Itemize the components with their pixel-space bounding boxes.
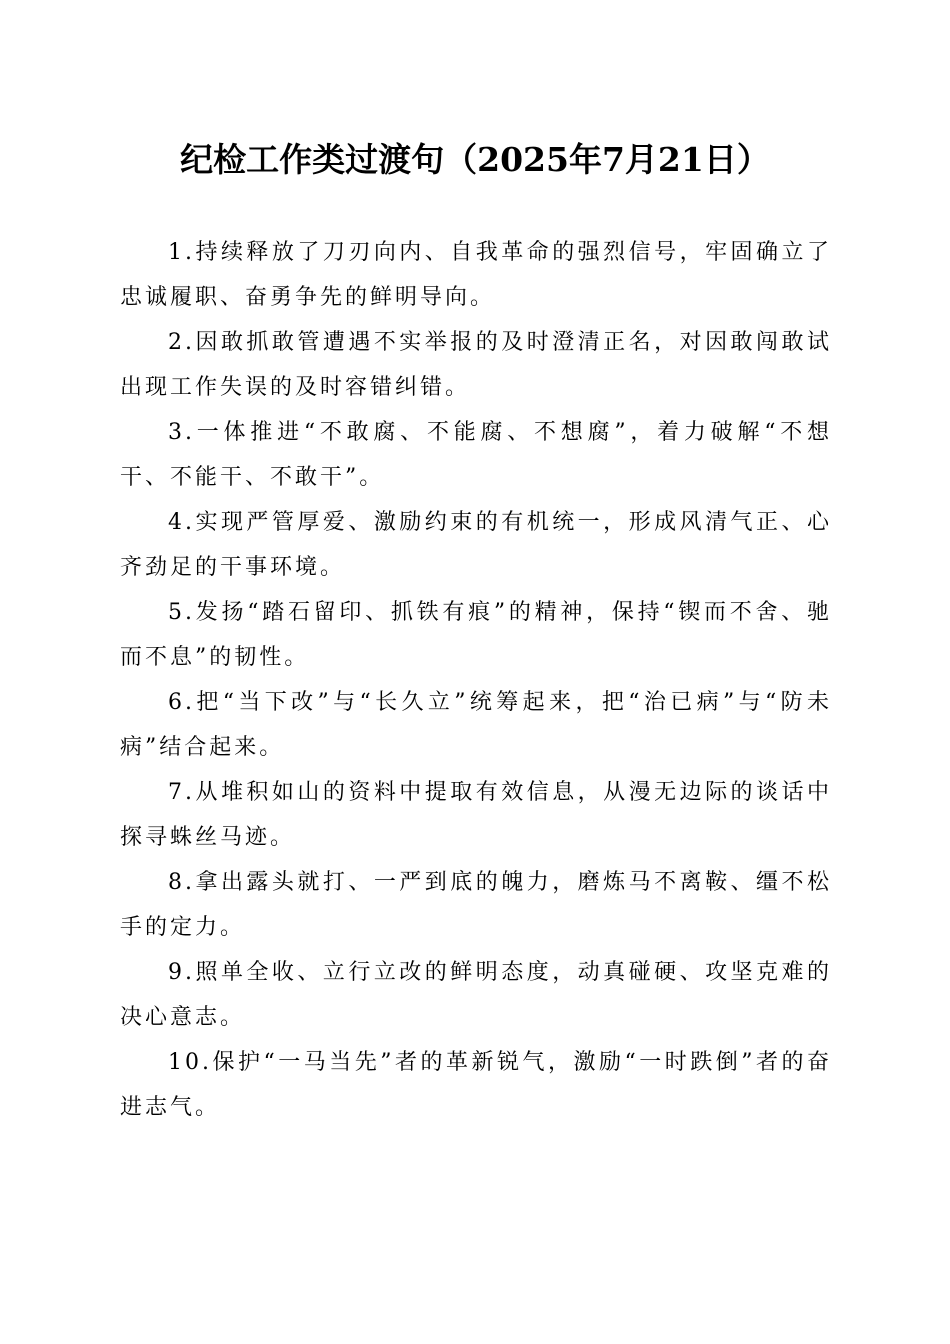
document-title: 纪检工作类过渡句（2025年7月21日）	[180, 140, 770, 179]
list-item: 4.实现严管厚爱、激励约束的有机统一，形成风清气正、心齐劲足的干事环境。	[120, 510, 832, 580]
sentence-list	[120, 230, 832, 1130]
list-item: 10.保护“一马当先”者的革新锐气，激励“一时跌倒”者的奋进志气。	[120, 1050, 832, 1120]
list-item: 6.把“当下改”与“长久立”统筹起来，把“治已病”与“防未病”结合起来。	[120, 690, 832, 760]
list-item: 9.照单全收、立行立改的鲜明态度，动真碰硬、攻坚克难的决心意志。	[120, 960, 832, 1030]
list-item: 2.因敢抓敢管遭遇不实举报的及时澄清正名，对因敢闯敢试出现工作失误的及时容错纠错。	[120, 330, 832, 400]
list-item: 1.持续释放了刀刃向内、自我革命的强烈信号，牢固确立了忠诚履职、奋勇争先的鲜明导向。	[120, 240, 832, 310]
list-item: 8.拿出露头就打、一严到底的魄力，磨炼马不离鞍、缰不松手的定力。	[120, 870, 832, 940]
list-item: 5.发扬“踏石留印、抓铁有痕”的精神，保持“锲而不舍、驰而不息”的韧性。	[120, 600, 832, 670]
list-item: 3.一体推进“不敢腐、不能腐、不想腐”，着力破解“不想干、不能干、不敢干”。	[120, 420, 832, 490]
list-item: 7.从堆积如山的资料中提取有效信息，从漫无边际的谈话中探寻蛛丝马迹。	[120, 780, 832, 850]
